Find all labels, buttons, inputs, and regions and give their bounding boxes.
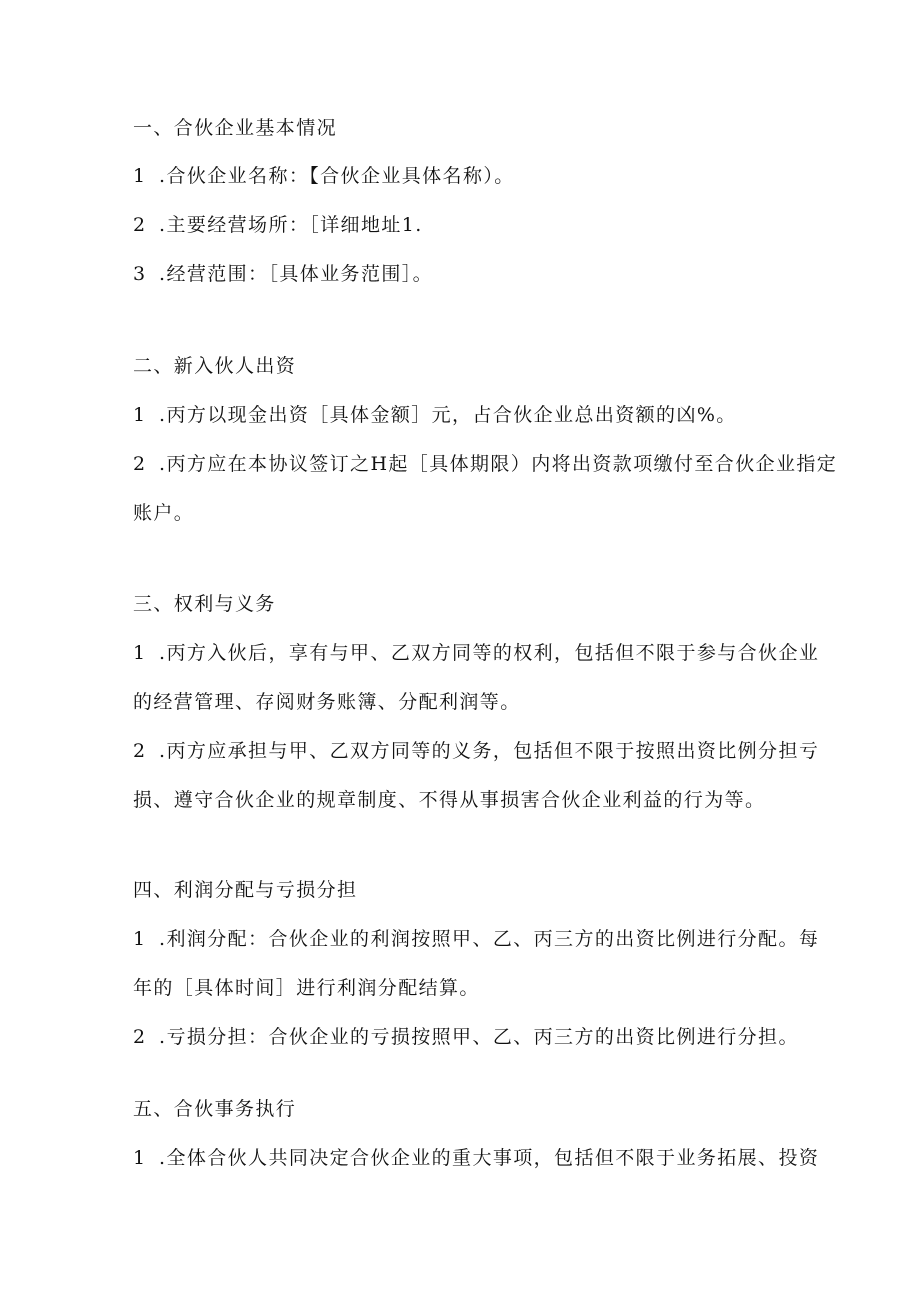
item-text: .亏损分担：合伙企业的亏损按照甲、乙、丙三方的出资比例进行分担。 (159, 1026, 799, 1048)
item-number: 2 (133, 1026, 147, 1048)
item-text: .经营范围：［具体业务范围］。 (159, 263, 434, 285)
list-item (133, 1024, 799, 1050)
item-text-continuation: 年的［具体时间］进行利润分配结算。 (133, 977, 480, 999)
item-text: .丙方应在本协议签订之H起［具体期限）内将出资款项缴付至合伙企业指定 (159, 453, 838, 475)
item-number: 2 (133, 214, 147, 236)
item-number: 2 (133, 740, 147, 762)
list-item (133, 163, 515, 189)
item-number: 1 (133, 642, 147, 664)
list-item (133, 212, 423, 238)
item-text: .全体合伙人共同决定合伙企业的重大事项，包括但不限于业务拓展、投资 (159, 1147, 820, 1169)
section-heading: 一、合伙企业基本情况 (133, 117, 338, 139)
item-text: .合伙企业名称：【合伙企业具体名称）。 (159, 165, 515, 187)
section-heading: 四、利润分配与亏损分担 (133, 879, 358, 901)
item-text-continuation: 损、遵守合伙企业的规章制度、不得从事损害合伙企业利益的行为等。 (133, 789, 766, 811)
item-text: .丙方入伙后，享有与甲、乙双方同等的权利，包括但不限于参与合伙企业 (159, 642, 820, 664)
item-number: 1 (133, 928, 147, 950)
item-text-continuation: 账户。 (133, 502, 195, 524)
list-item (133, 738, 819, 764)
item-number: 2 (133, 453, 147, 475)
item-text: .丙方应承担与甲、乙双方同等的义务，包括但不限于按照出资比例分担亏 (159, 740, 820, 762)
section-heading: 三、权利与义务 (133, 593, 276, 615)
list-item (133, 261, 433, 287)
item-number: 3 (133, 263, 147, 285)
item-text: .主要经营场所：［详细地址1. (159, 214, 423, 236)
section-heading: 二、新入伙人出资 (133, 355, 297, 377)
item-text: .丙方以现金出资［具体金额］元，占合伙企业总出资额的凶%。 (159, 404, 737, 426)
item-text-continuation: 的经营管理、存阅财务账簿、分配利润等。 (133, 691, 521, 713)
item-number: 1 (133, 165, 147, 187)
list-item (133, 640, 819, 666)
list-item (133, 926, 819, 952)
section-heading: 五、合伙事务执行 (133, 1098, 297, 1120)
item-number: 1 (133, 1147, 147, 1169)
item-text: .利润分配：合伙企业的利润按照甲、乙、丙三方的出资比例进行分配。每 (159, 928, 820, 950)
list-item (133, 1145, 819, 1171)
item-number: 1 (133, 404, 147, 426)
list-item (133, 402, 737, 428)
list-item (133, 451, 837, 477)
